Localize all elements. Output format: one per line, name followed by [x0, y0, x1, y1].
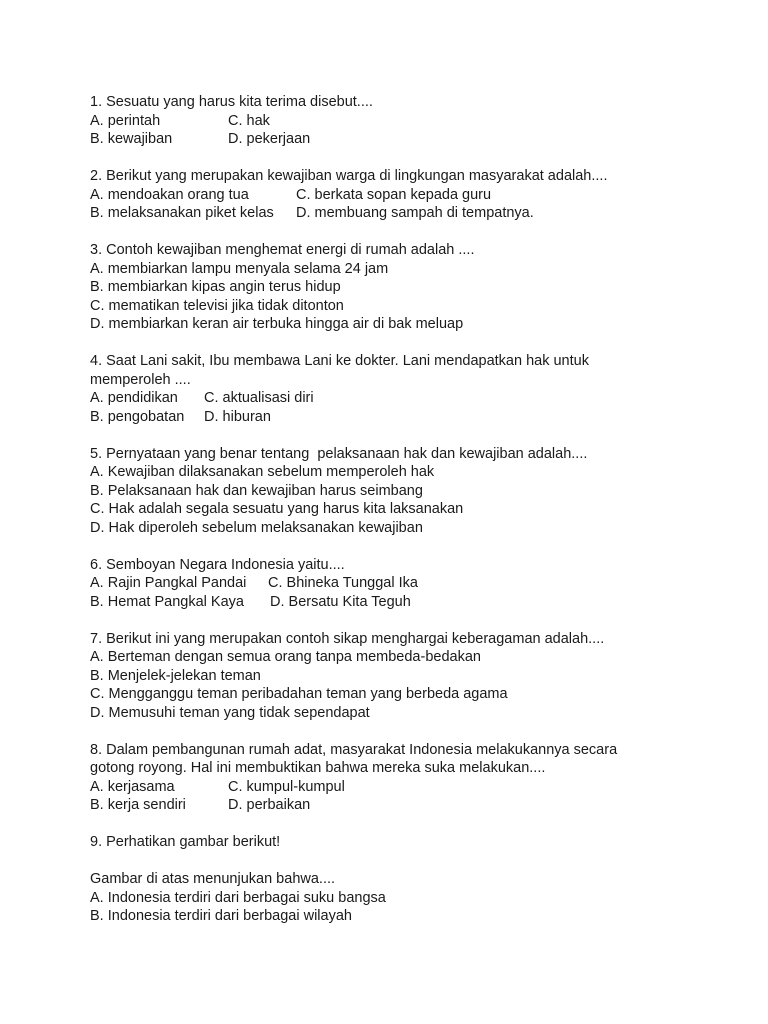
- question-text: 1. Sesuatu yang harus kita terima disebut....: [90, 94, 373, 110]
- option-b: B. Hemat Pangkal Kaya: [90, 593, 244, 610]
- option-b: B. pengobatan: [90, 408, 185, 425]
- question-9-prompt: [90, 870, 750, 926]
- option-a: A. Berteman dengan semua orang tanpa membeda-bedakan: [90, 649, 481, 665]
- option-a: A. perintah: [90, 112, 161, 129]
- option-d: D. Memusuhi teman yang tidak sependapat: [90, 704, 370, 721]
- option-d: D. hiburan: [204, 408, 271, 425]
- option-row: [90, 112, 750, 131]
- option-a: A. Kewajiban dilaksanakan sebelum memperoleh hak: [90, 464, 435, 480]
- option-row: [90, 408, 750, 427]
- question-text: 8. Dalam pembangunan rumah adat, masyarakat Indonesia melakukannya secara: [90, 741, 618, 758]
- option-row: [90, 186, 750, 205]
- option-a: A. mendoakan orang tua: [90, 186, 249, 203]
- option-b: B. Menjelek-jelekan teman: [90, 667, 261, 684]
- question-text: 9. Perhatikan gambar berikut!: [90, 834, 281, 850]
- question-5: [90, 445, 750, 538]
- option-b: B. melaksanakan piket kelas: [90, 205, 274, 221]
- question-1: [90, 93, 750, 149]
- option-d: D. membuang sampah di tempatnya.: [296, 205, 534, 221]
- question-6: [90, 556, 750, 612]
- question-text: 6. Semboyan Negara Indonesia yaitu....: [90, 556, 345, 573]
- option-a: A. Rajin Pangkal Pandai: [90, 575, 247, 591]
- option-row: [90, 796, 750, 815]
- question-text-continued: memperoleh ....: [90, 371, 191, 388]
- option-b: B. Pelaksanaan hak dan kewajiban harus seimbang: [90, 482, 423, 499]
- option-row: [90, 204, 750, 223]
- option-a: A. kerjasama: [90, 778, 175, 795]
- option-a: A. Indonesia terdiri dari berbagai suku bangsa: [90, 889, 386, 906]
- option-b: B. kewajiban: [90, 131, 173, 147]
- question-8: [90, 741, 750, 815]
- option-d: D. perbaikan: [228, 797, 311, 813]
- question-3: [90, 241, 750, 334]
- option-c: C. aktualisasi diri: [204, 390, 314, 406]
- question-text: 7. Berikut ini yang merupakan contoh sikap menghargai keberagaman adalah....: [90, 630, 605, 647]
- question-text: Gambar di atas menunjukan bahwa....: [90, 871, 336, 887]
- option-d: D. pekerjaan: [228, 131, 311, 147]
- option-a: A. pendidikan: [90, 390, 178, 406]
- option-c: C. hak: [228, 112, 270, 129]
- question-7: [90, 630, 750, 723]
- question-text: 5. Pernyataan yang benar tentang pelaksanaan hak dan kewajiban adalah....: [90, 445, 588, 462]
- option-c: C. Bhineka Tunggal Ika: [268, 575, 418, 591]
- option-c: C. Mengganggu teman peribadahan teman yang berbeda agama: [90, 686, 508, 702]
- question-2: [90, 167, 750, 223]
- question-text: 2. Berikut yang merupakan kewajiban warga di lingkungan masyarakat adalah....: [90, 168, 608, 184]
- option-c: C. berkata sopan kepada guru: [296, 186, 492, 203]
- option-b: B. Indonesia terdiri dari berbagai wilayah: [90, 908, 352, 924]
- option-b: B. membiarkan kipas angin terus hidup: [90, 279, 341, 295]
- option-c: C. kumpul-kumpul: [228, 778, 345, 795]
- document-page: [90, 93, 750, 926]
- question-4: [90, 352, 750, 426]
- option-d: D. Hak diperoleh sebelum melaksanakan kewajiban: [90, 519, 423, 536]
- option-b: B. kerja sendiri: [90, 797, 186, 813]
- option-c: C. Hak adalah segala sesuatu yang harus kita laksanakan: [90, 501, 464, 517]
- option-row: [90, 778, 750, 797]
- option-d: D. membiarkan keran air terbuka hingga air di bak meluap: [90, 316, 464, 332]
- option-row: [90, 389, 750, 408]
- question-text: 3. Contoh kewajiban menghemat energi di rumah adalah ....: [90, 242, 475, 258]
- option-row: [90, 130, 750, 149]
- question-text: 4. Saat Lani sakit, Ibu membawa Lani ke dokter. Lani mendapatkan hak untuk: [90, 353, 589, 369]
- option-d: D. Bersatu Kita Teguh: [270, 593, 411, 610]
- option-row: [90, 593, 750, 612]
- question-text-continued: gotong royong. Hal ini membuktikan bahwa mereka suka melakukan....: [90, 760, 546, 776]
- option-row: [90, 574, 750, 593]
- option-a: A. membiarkan lampu menyala selama 24 jam: [90, 260, 389, 277]
- option-c: C. mematikan televisi jika tidak ditonton: [90, 297, 344, 314]
- question-9: [90, 833, 750, 852]
